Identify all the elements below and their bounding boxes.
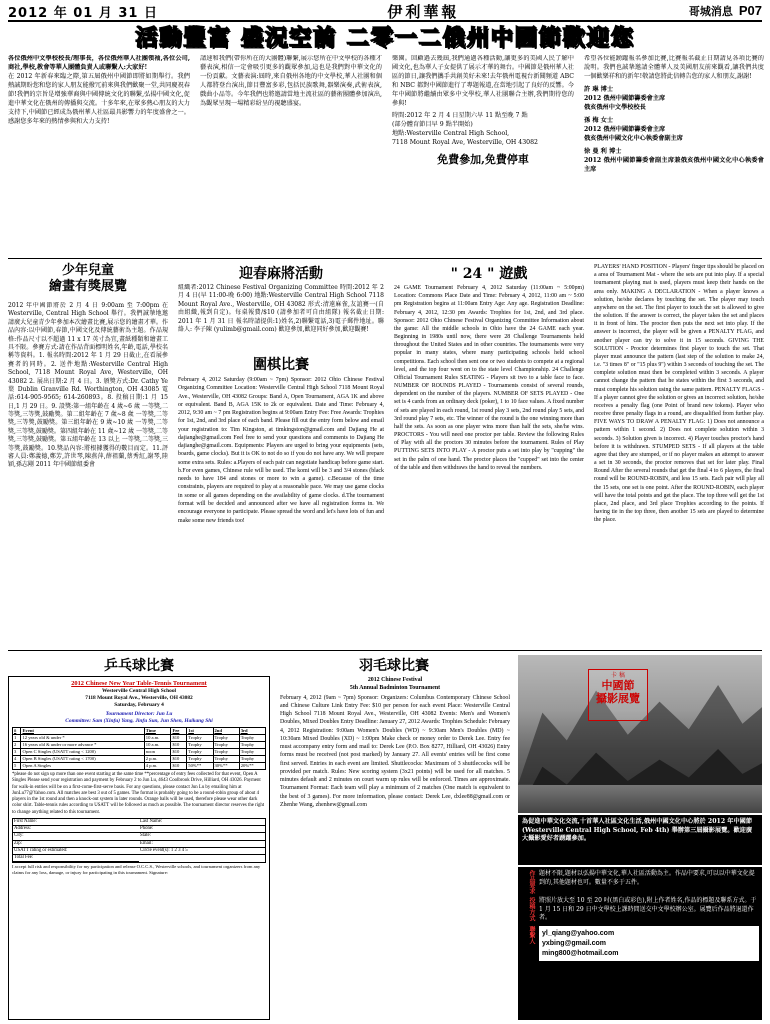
tt-row: [13, 763, 266, 770]
tt-venue: Westerville Central High School: [101, 688, 177, 695]
tt-form-field[interactable]: Circle event(s): 1 2 3 4 5: [139, 848, 265, 855]
tt-form-field[interactable]: USATT rating or estimated:: [13, 848, 139, 855]
tt-cell: Trophy: [187, 735, 213, 742]
contact-label: 聯繫人: [528, 926, 535, 945]
intro-text-3: 樂園。回顧過去幾屆,我們通過各種活動,讓更多的美國人民了解中國文化,也為華人子女提供了展示才華的舞台。中國節是俄州華人社區的節日,讓我們攜手共創美好未來!去年俄州電視台新聞頻道 ABC 和 NBC 都對中國節進行了專題報道,在當地引起了良好的反響。今年中國節將繼續由眾多中文學校,華人社團聯合主辦,我們期待您的參與!: [392, 55, 574, 107]
paper-name: 伊利華報: [387, 2, 460, 21]
tt-header-cell: Time: [144, 728, 171, 735]
tt-header-cell: 3rd: [239, 728, 265, 735]
signer-2-name: 孫 梅 女士: [584, 116, 614, 124]
youth-art-text: 2012 年中國節將於 2 月 4 日 9:00am 至 7:00pm 在 Westerville, Central High School 舉行。我們誠摯地邀請廣大兒童青少年參加本次繪畫比賽,展示您的繪畫才華。作品內容:以中國節,春節,中國文化及傳統藝術為主題。作品規格:作品尺寸以不超過 11 x 17 英寸為宜,畫紙種類和繪畫工具不限。參賽方式:請在作品背面標明姓名,年齡,電話,學校名稱等資料。1. 報名時間:2012 年 1 月 29 日截止,在看展參賽者的同時。2. 送件地點:Westerville Central High School, 7118 Mount Royal Ave, Westerville, OH 43082 2. 展出日期:2 月 4 日。3. 頒獎方式:Dr. Cathy Ye 葉 Dublin Granville Rd. Worthington, OH 43085 電話:614-905-9565; 614-260893。8. 投稿日期:1 月 15 日,1 月 29 日。9. 設獎:第一組年齡在 4 歲~6 歲 一等獎,二等獎,三等獎,鼓勵獎。第二組年齡在 7 歲~8 歲 一等獎,二等獎,三等獎,鼓勵獎。第三組年齡在 9 歲~10 歲 一等獎,二等獎,三等獎,鼓勵獎。第四組年齡在 11 歲~12 歲 一等獎,二等獎,三等獎,鼓勵獎。第五組年齡在 13 以上 一等獎,二等獎,三等獎,鼓勵獎。10.獎品內容:將根據獲得的數目而定。11.評審人員:鄭義德,鄭芳,許世琴,陳燕萍,薛祖蘭,蔡秀紅,謝琴,陸穎,孫志剛 2011 年中國節組委會: [8, 302, 168, 469]
caption-big: 中國節 攝影展覽: [596, 679, 640, 706]
tt-cell: Trophy: [213, 735, 239, 742]
mahjong-title: 迎春麻將活動: [239, 266, 323, 282]
tt-cell: Open C Singles (USATT rating < 1200): [21, 749, 144, 756]
tt-form-field[interactable]: Phone:: [139, 826, 265, 833]
signer-2-title: 2012 俄州中國節籌委會主席 俄亥俄州中國文化中心執委會副主席: [584, 125, 683, 142]
tt-cell: noon: [144, 749, 171, 756]
tt-header-cell: Fee: [171, 728, 187, 735]
badminton-title: 羽毛球比賽: [359, 658, 429, 674]
free-entry: 免費參加,免費停車: [437, 152, 529, 166]
go-title: 圍棋比賽: [253, 357, 309, 373]
badminton-subtitle: 5th Annual Badminton Tournament: [349, 685, 441, 692]
section-name: 哥城消息: [688, 5, 733, 18]
tt-cell: $10: [171, 756, 187, 763]
submit-text: 將照片放大至 10 至 20 吋(黑白或彩色),附上作者姓名,作品的標題及聯系方式。于 1 月 15 日和 29 日中文學校上課時間送交中文學校辦公室。展覽后作品將退還作者。: [539, 897, 757, 922]
req-label: 作品要求: [528, 870, 535, 894]
tt-row: [13, 742, 266, 749]
tt-director: Tournament Director: Jun Lu: [105, 711, 173, 718]
tt-cell: 4: [13, 756, 21, 763]
badminton-text: February 4, 2012 (9am ~ 7pm) Sponsor: Organizers: Columbus Contemporary Chinese School and Chinese Culture Link Entry Fee: $10 per person for each event Place: Westerville Central High School 7118 Mount Royal Ave., Westerville, OH 43082 Events: Men's and Women's Doubles, Mixed Doubles Entry Deadline: January 27, 2012 Awards: Trophies Schedule: February 4, 2012 Registration: 9:00am Women's Doubles (WD) ~ 9:30am Men's Doubles (MD) ~ 10:30am Mixed Doubles (XD) ~ 1:00pm Make check or money order to Derek Lee. Entry fee must accompany entry form and mail to: Derek Lee (P.O. Box 8277, Hilliard, OH 43026) Entry forms must be received (not post marked) by January 27. All events' entries will be first come first served. Entries in each event are limited. Shuttlecocks: Maximum of 3 shuttlecocks will be provided per match. Rules: New scoring system (3x21 points) will be used for all matches. 5 minutes default and 2 minutes on court warm up rules will be enforced. Times are approximate. Tournament Format: Each team will play a minimum of 2 matches (One match is equivalent to the best of 3 games). For more information, please contact: Derek Lee, dxlee88@gmail.com or Zhenhe Wang, zhenhew@gmail.com: [280, 694, 510, 808]
tt-form-field[interactable]: Email:: [139, 841, 265, 848]
email-3[interactable]: ming800@hotmail.com: [542, 949, 619, 957]
tt-row: [13, 756, 266, 763]
greeting: 各位俄州中文學校校長/理事長，各位俄州華人社團領袖,各位公司,商社,學校,教會等華人團體負責人或聯繫人:大家好!: [8, 55, 190, 71]
tt-cell: 5: [13, 763, 21, 770]
intro-col-4: [584, 55, 764, 255]
req-text: 題材不限,題材以弘揚中華文化,華人社區活動為主。作品中要求,可以以中華文化提到的,其他題材也可。數量不多于五件。: [539, 870, 755, 886]
signer-1-name: 許 琳 博士: [584, 85, 614, 93]
tt-cell: $10: [171, 735, 187, 742]
tt-committee: Committee: Sam (Xinfu) Yang, Jinfu Sun, Jun Shen, Haikang Shi: [65, 718, 213, 725]
tt-cell: 10 a.m.: [144, 742, 171, 749]
tt-cell: 4 p.m.: [144, 763, 171, 770]
event-note: (部分體育節目早 9 點半開始): [392, 120, 473, 128]
tt-cell: $10: [171, 763, 187, 770]
tt-cell: Trophy: [213, 756, 239, 763]
caption-small: 卡 稿: [611, 672, 625, 679]
tt-header-cell: #: [13, 728, 21, 735]
photo-details: [518, 867, 762, 1020]
tt-cell: 12 years old & under *: [21, 735, 144, 742]
tt-events-table: [12, 727, 266, 770]
youth-art-title: 少年兒童 繪畫有獎展覽: [48, 263, 127, 295]
tt-cell: 30%**: [213, 763, 239, 770]
intro-col-1: [8, 55, 190, 255]
tt-form-field[interactable]: City:: [13, 833, 139, 840]
tt-cell: 2: [13, 742, 21, 749]
tt-cell: Open A Singles: [21, 763, 144, 770]
river: [518, 785, 762, 813]
tt-header-cell: 1st: [187, 728, 213, 735]
event-place: 地點:Westerville Central High School,: [392, 129, 510, 137]
tt-cell: 1: [13, 735, 21, 742]
photo-lead: 為促進中華文化交流,十首華人社區文化生活,俄州中國文化中心將於 2012 年中國節 (Westerville Central High School, Feb 4th) 舉辦第三屆攝影展覽。歡迎廣大攝影愛好者踴躍參加。: [518, 815, 762, 865]
tt-cell: Trophy: [239, 742, 265, 749]
tt-cell: Open B Singles (USATT rating < 1700): [21, 756, 144, 763]
tt-header-cell: 2nd: [213, 728, 239, 735]
tt-address: 7118 Mount Royal Ave., Westerville, OH 43082: [85, 695, 193, 702]
intro-col-3: [392, 55, 574, 255]
tt-entry-form: [12, 818, 266, 863]
tt-waiver: I accept full risk and responsibility for my participation and release O.C.C.S., Westerville schools, and tournament organizers from any claims for any loss, damage, or injury for participating in this tournament. Signature:: [12, 864, 261, 876]
table-tennis-box: [8, 676, 270, 1020]
tt-form-field[interactable]: First Name:: [13, 819, 139, 826]
photo-exhibit: [518, 655, 762, 1020]
tt-date: Saturday, February 4: [114, 702, 164, 709]
intro-text-2: 請速和我們(帶你所在的大團體)聯繫,展示您所在中文學校的各種才藝表演,相信一定會吸引更多的觀眾參加,這也是我們對中華文化的一份貢獻。文藝表演:屆時,來自俄州各地的中文學校,華人社團和個人都將登台演出,節目豐富多彩,包括民族歌舞,器樂演奏,武術表演,戲曲小品等。今年我們也將邀請當地主流社區的藝術團體參加演出,為觀眾呈現一場精彩紛呈的視聽盛宴。: [200, 55, 382, 107]
tt-cell: Trophy: [239, 756, 265, 763]
badminton-section: [280, 676, 510, 1020]
tt-form-field[interactable]: State:: [139, 833, 265, 840]
tt-cell: 3: [13, 749, 21, 756]
divider-bottom: [8, 650, 762, 651]
tt-form-field[interactable]: Zip:: [13, 841, 139, 848]
event-address: 7118 Mount Royal Ave, Westerville, OH 43082: [392, 138, 538, 146]
landscape-photo: [518, 655, 762, 813]
main-banner: 活動豐富 盛況空前 二零一二俄州中國節歡迎您: [135, 25, 635, 51]
issue-date: 2012 年 01 月 31 日: [8, 5, 158, 21]
tt-cell: Trophy: [213, 742, 239, 749]
go-text: February 4, 2012 Saturday (9:00am ~ 7pm) Sponsor: 2012 Ohio Chinese Festival Organizing Committee Location: Westerville Central High School 7118 Mount Royal Ave., Westerville, OH 43082 Groups: Band A, Open Tournament, AGA 1K and above or equivalent. Band B, AGA 15K to 2k or equivalent. Date and Time: February 4, 2012, 9:30 am ~ 7 pm Registration begins at 9:00am Entry Fee: Free Awards: Trophies for 1st, 2nd, and 3rd place of each band. Please fill out the entry form below and email your registration to: Tim Kingston, at timkingston@gmail.com and Dajiang He at dajianghe@gmail.com Feel free to send your questions and comments to Dajiang He dajianghe@gmail.com. Equipments: Players are urged to bring your equipments (sets, boards, game clocks). But it is OK to not do so if you do not have any. We will prepare some extra sets. Rules: a.Players of each pair can negotiate handicap before game start. b.For even games, Chinese rule will be used. The komi will be 3 and 3/4 stones (black needs to have 184 and stones or more to win a game). c.Because of the time constraints, players are required to play at a reasonable pace. We may use game clocks in some or all games depending on the availability of game clocks. d.The tournament format will be decided and announced after we have all registration forms in. We encourage everyone to participate. Please spread the word and let's have lots of fun and make some new friends too!: [178, 377, 384, 524]
table-tennis-title: 乒乓球比賽: [104, 658, 174, 674]
tt-event: 2012 Chinese New Year Table-Tennis Tournament: [71, 680, 207, 687]
page-number: P07: [738, 3, 762, 18]
event-time: 時間:2012 年 2 月 4 日星期六早 11 點至晚 7 點: [392, 111, 528, 119]
tt-form-field[interactable]: Total Fee:: [13, 855, 139, 862]
tt-header-cell: Event: [21, 728, 144, 735]
signer-1-title: 2012 俄州中國節籌委會主席 俄亥俄州中文學校校長: [584, 94, 666, 111]
photo-caption-box: [588, 669, 648, 721]
tt-cell: Trophy: [187, 756, 213, 763]
game24-title: " 24 " 遊戲: [450, 266, 528, 282]
tt-cell: 10 a.m.: [144, 735, 171, 742]
badminton-event: 2012 Chinese Festival: [367, 677, 423, 683]
signer-3-name: 徐 曼 利 博士: [584, 147, 622, 155]
tt-cell: 50%**: [187, 763, 213, 770]
tt-cell: $10: [171, 749, 187, 756]
tt-row: [13, 749, 266, 756]
submit-label: 投稿方式: [528, 897, 535, 921]
tt-cell: 2 p.m.: [144, 756, 171, 763]
tt-form-field[interactable]: Address:: [13, 826, 139, 833]
tt-row: [13, 735, 266, 742]
tt-cell: Trophy: [213, 749, 239, 756]
signer-3-title: 2012 俄州中國節籌委會副主席兼俄亥俄州中國文化中心執委會主席: [584, 156, 764, 173]
tt-cell: 20%**: [239, 763, 265, 770]
tt-cell: $10: [171, 742, 187, 749]
game24-text-2: PLAYERS' HAND POSITION - Players' finger tips should be placed on a area of Tournament Mat - where the sets are put into play. If a special tournament playing mat is used, players must keep their hands on the area only. MAKING A DECLARATION - When a player knows a solution, he/she declares by touching the set. The player may touch anywhere on the set. The first player to touch the set is allowed to give the solution. If the answer is correct, the player takes the set and places it in front of him. The proctor then puts the next set into play. If the answer is incorrect, the player will be given a PENALTY FLAG, and another player can try to solve it in 15 seconds. GIVING THE SOLUTION - Proctor determines first player to touch the set. That player must announce the pattern (last step of the solution to make 24, i.e. "3 times 8" or "15 plus 9") within 3 seconds of touching the set. The complete solution must then be completed within 3 seconds. A player cannot change the pattern that he states within the first 3 seconds, and must complete his solution using the same pattern. PENALTY FLAGS - If a player cannot give the solution or gives an incorrect solution, he/she receives a penalty flag (one Point of brand new tokens). Player who receive three penalty flags in a round, are disqualified from further play. FIVE WAYS TO DRAW A PENALTY FLAG: 1) Does not announce a pattern within 1 second. 2) Does not complete solution within 3 seconds. 3) Solution given is incorrect. 4) Player touches proctor's hand before it is withdrawn. STUMPED SETS - If all players at the table agree that they are stumped, or if no player makes an attempt to answer a set in 30 seconds, the proctor removes that set for later play. Final Round After the several rounds that get the final 4 to 6 players, the final round will be ROUND-ROBIN, and less 15 sets. Each pair will play all the 15 sets, one set is one point. After the ROUND-ROBIN, each player will have the total points and get the place. The top three will get the 1st place, 2nd place, and 3rd place Trophies according to the points. If having tie in the top three, then another 15 sets are played to determine the place.: [594, 264, 764, 524]
page-header: [8, 2, 762, 22]
section-page: [689, 3, 762, 19]
tt-cell: Trophy: [239, 735, 265, 742]
tt-cell: Trophy: [239, 749, 265, 756]
tt-cell: Trophy: [187, 749, 213, 756]
tt-form-field[interactable]: Last Name:: [139, 819, 265, 826]
email-2[interactable]: yxbing@gmail.com: [542, 939, 607, 947]
divider-top: [8, 258, 762, 259]
tt-cell: Trophy: [187, 742, 213, 749]
email-1[interactable]: yl_qiang@yahoo.com: [542, 930, 615, 938]
contact-emails: [539, 926, 759, 961]
mahjong-text: 組織者:2012 Chinese Festival Organizing Committee 時間:2012 年 2 月 4 日(早 11:00-晚 6:00) 地點:Westerville Central High School 7118 Mount Royal Ave., Westerville, OH 43082 形式:清遠麻雀,友誼賽一(自由組織,報到自定)。每桌報費/$10 (請參加者可自由組隊) 報名截止日期: 2011 年 1 月 31 日 報名時請提供:1)姓名,2)聯繫電話,3)電子郵件地址。聯絡人: 李子陳 (yulimb@gmail.com) 歡迎參加,歡迎同好參加,歡迎觀賽!: [178, 284, 384, 333]
intro-text-1: 在 2012 年新春來臨之際,第五屆俄州中國節即將如期舉行。我們熱誠期盼您和您的家人朋友能撥冗前來與我們歡聚一堂,共同慶祝春節!我們的宗旨是增強華裔與中國傳統文化的聯繫,弘揚中國文化,促進中華文化在俄州的傳播與交流。十多年來,在眾多熱心朋友的大力支持下,中國節已經成為俄州華人社區最具影響力的年度盛會之一。感謝您多年來的熱情參與和大力支持!: [8, 72, 190, 125]
intro-col-2: [200, 55, 382, 255]
game24-text-1: 24 GAME Tournament February 4, 2012 Saturday (11:00am ~ 5:00pm) Location: Commons Place Date and Time: February 4, 2012, 11:00 am ~ 5:00 pm Registration begins at 11:00am Entry Age: Any age. Registration Deadline: February 4, 2012, 12:30 pm Awards: Trophies for 1st, 2nd, and 3rd place. Sponsor: 2012 Ohio Chinese Festival Organizing Committee Information about the game: All the middle schools in Ohio have the 24 GAME each year. Beginning in 1980s until now, there were 28 Challenge Tournaments held throughout the United States and in other countries. The tournaments were very popular in many states, where many participating schools held school competitions. Each school then sent one or two students to compete at a regional level, and the top four went on to the state level Championship. 24 Challenge Official Tournament Rules SEATING - Players sit two to a table face to face. NUMBER OF ROUNDS PLAYED - Tournaments consist of several rounds, dependent on the number of the players. NUMBER OF SETS PLAYED - One set is 4 cards from an ordinary deck (poker), 1 to 10 face values. A fixed number of sets are played in each round, 1st round play 3 sets, 2nd round play 5 sets, and 3rd round play 7 sets, etc. The winner of the round is the one winning more than half the sets. As soon as one player wins more than half the sets, she/he wins. PROCTORS - You will need one proctor per table. Review the following Rules of Play with all the proctors 30 minutes before the tournament. Rules of Play PUTTING SETS INTO PLAY - A proctor puts a set into play by "cupping" the set in the palm of one hand. The proctor places the "cupped" set into the center of the table and then withdraws the hand to reveal the numbers.: [394, 285, 584, 471]
tt-cell: 16 years old & under or more advance *: [21, 742, 144, 749]
tt-notes: *please do not sign up more than one event starting at the same time **percentage of entry fees collected for that event, Open A Singles Please send your registration and payment by February 2 to Jun Lu, 4643 Coolbrook Drive, Hilliard, OH 43026. Payment for walk-in entries will be on a first-come-first-serve basis. For any questions, please contact Jun Lu by emailing him at JunLu77@Yahoo.com. All matches are best 3 out of 5 games. The format is probably going to be a round-robin group of about 4 players in the 1st round and then a knock-out system in later rounds. Orange balls will be used, therefore please wear other dark color shirt. Table-tennis rules according to USATT will be followed as much as possible. The tournament director reserves the right to change anything related to this tournament.: [12, 772, 265, 815]
intro-text-4: 希望各位能踴躍報名參加比賽,比賽報名截止日期請見各項比賽的說明。我們也誠摯邀請全體華人及美國朋友前來觀看,讓我們共度一個歡樂祥和的新年!敬請您將此信轉告您的家人和朋友,謝謝!: [584, 55, 764, 80]
